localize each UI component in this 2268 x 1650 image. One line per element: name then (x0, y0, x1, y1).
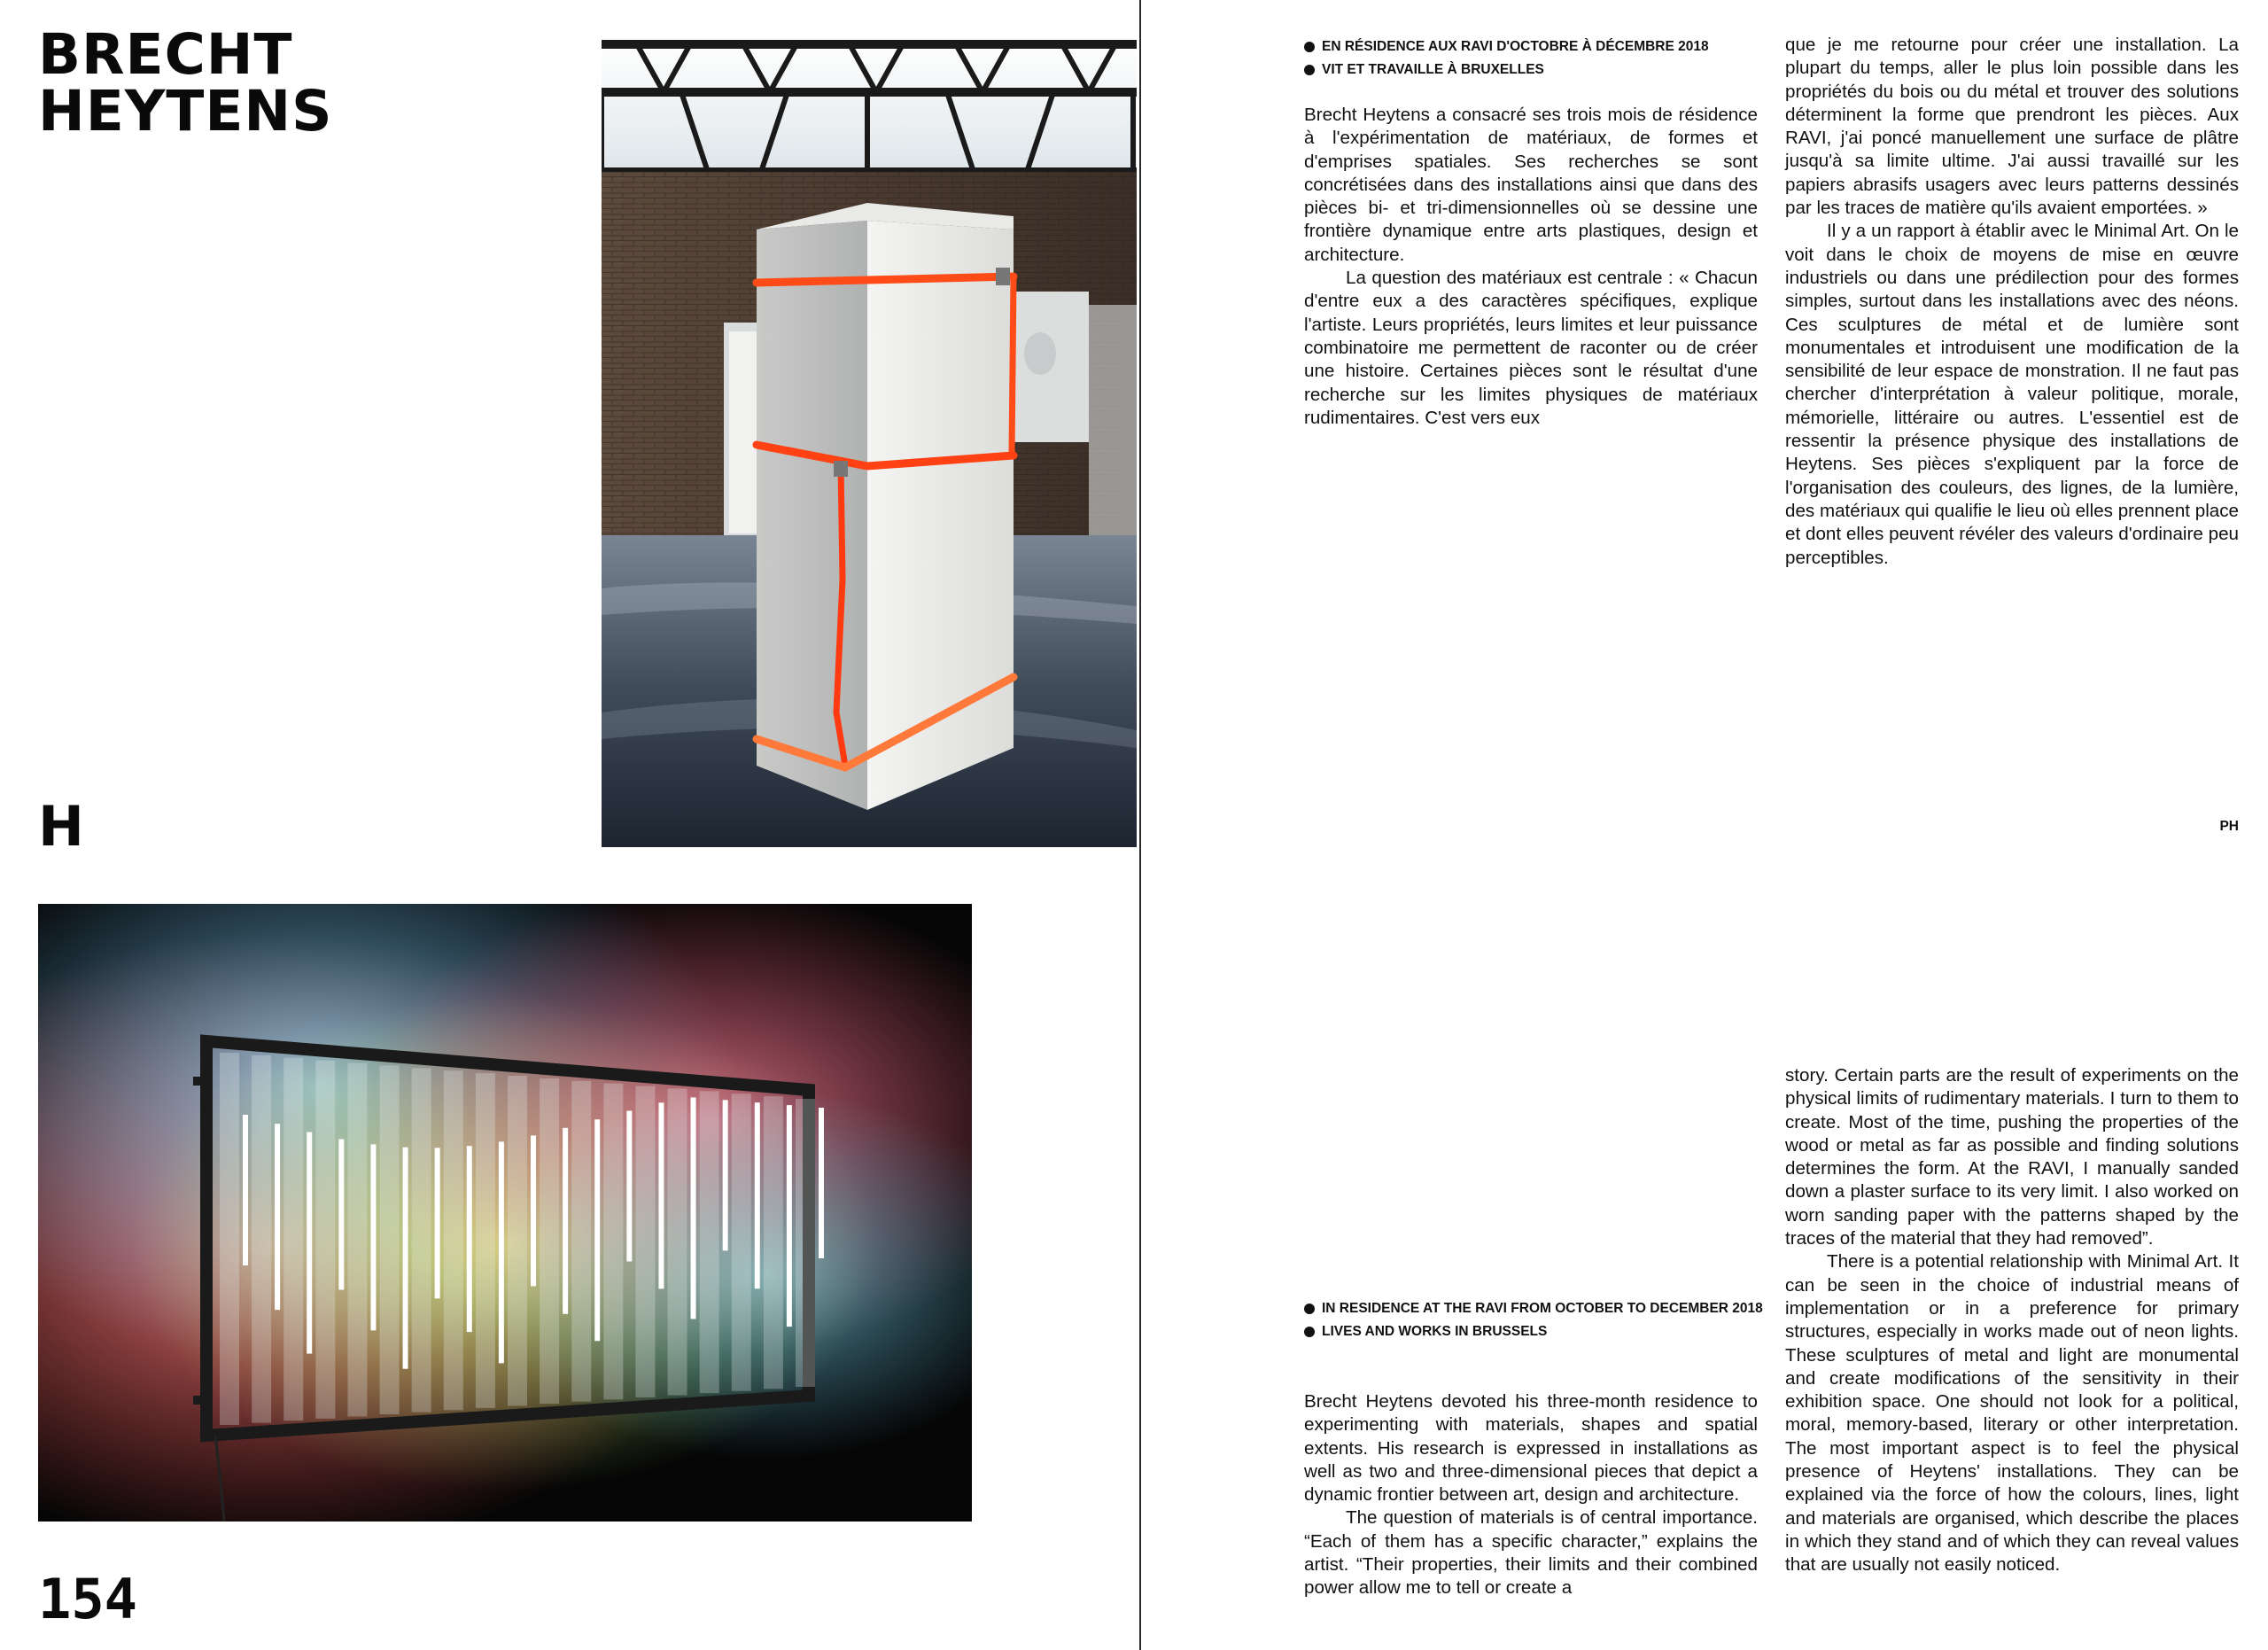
neon-slat (571, 1081, 591, 1402)
bullet-lives-en: LIVES AND WORKS IN BRUSSELS (1304, 1320, 1765, 1343)
neon-tube (755, 1102, 760, 1288)
text-english-col2 (1785, 1064, 2239, 1577)
artist-name-line2: HEYTENS (38, 79, 333, 144)
neon-tube (531, 1135, 536, 1286)
neon-tube (243, 1115, 248, 1265)
neon-slat (347, 1063, 367, 1417)
paragraph: Brecht Heytens devoted his three-month residence to experimenting with materials, shapes and spatial extents. His research is expressed in installations as well as two and three-dimensional pieces that depict a dynamic frontier between art, design and architecture. (1304, 1391, 1758, 1506)
paragraph: story. Certain parts are the result of experiments on the physical limits of rudimentary materials. I turn to them to create. Most of the time, pushing the properties of the wood or metal as far as possible and finding solutions determines the form. At the RAVI, I manually sanded down a plaster surface to its very limit. I also worked on worn sanding paper with the patterns shaped by the traces of the material that they had removed”. (1785, 1065, 2239, 1249)
neon-slat (635, 1086, 655, 1397)
neon-tube (370, 1144, 376, 1330)
neon-slat (668, 1088, 687, 1395)
neon-tube (275, 1124, 280, 1310)
neon-tube (467, 1146, 472, 1332)
text-french-col1 (1304, 104, 1758, 430)
text-french-col2 (1785, 34, 2239, 570)
bullet-lives-fr: VIT ET TRAVAILLE À BRUXELLES (1304, 58, 1765, 82)
neon-tube (563, 1128, 568, 1314)
neon-slat (732, 1094, 751, 1391)
page-spine (1139, 0, 1141, 1650)
neon-slat (540, 1078, 559, 1404)
neon-slat (508, 1076, 527, 1406)
neon-slat (603, 1084, 623, 1400)
neon-slat (315, 1061, 335, 1419)
bullets-english (1304, 1297, 1765, 1343)
neon-slat (220, 1053, 239, 1425)
paragraph: Brecht Heytens a consacré ses trois mois de résidence à l'expérimentation de matériaux, de formes et d'emprises spatiales. Ses recherches se sont concrétisées dans des installations ainsi que dans des pièces bi- et tri-dimensionnelles où se dessine une frontière dynamique entre arts plastiques, design et architecture. (1304, 105, 1758, 265)
neon-tube (723, 1100, 728, 1250)
photo-neon-installation (38, 904, 972, 1522)
neon-tube (787, 1105, 792, 1327)
bullet-residence-en: IN RESIDENCE AT THE RAVI FROM OCTOBER TO DECEMBER 2018 (1304, 1297, 1765, 1320)
neon-tube (307, 1132, 312, 1354)
neon-slat (444, 1070, 463, 1410)
neon-tube (658, 1102, 664, 1288)
neon-tube (691, 1097, 696, 1319)
neon-tube (819, 1108, 824, 1258)
paragraph: que je me retourne pour créer une installation. La plupart du temps, aller le plus loin possible dans les propriétés du bois ou du métal et trouver des solutions déterminent la forme que prendront les pièces. Aux RAVI, j'ai poncé manuellement une surface de plâtre jusqu'à sa limite ultime. J'ai aussi travaillé sur les papiers abrasifs usagers avec leurs patterns dessinés par les traces de matière qu'ils avaient emportées. » (1785, 35, 2239, 219)
neon-tube (338, 1140, 344, 1290)
neon-tube (626, 1111, 632, 1262)
neon-tube (499, 1141, 504, 1363)
paragraph: The question of materials is of central importance. “Each of them has a specific character,” explains the artist. “Their properties, their limits and their combined power allow me to tell or create a (1304, 1507, 1758, 1599)
bullet-residence-fr: EN RÉSIDENCE AUX RAVI D'OCTOBRE À DÉCEMBRE 2018 (1304, 35, 1765, 58)
letter-mark: H (38, 794, 84, 859)
neon-slat (380, 1065, 400, 1414)
paragraph: There is a potential relationship with Minimal Art. It can be seen in the choice of industrial means of implementation or in a preference for primary structures, especially in works made out of neon lights. These sculptures of metal and light are monumental and create modifications of the sensitivity in their exhibition space. One should not look for a political, moral, memory-based, literary or other interpretation. The most important aspect is to feel the physical presence of Heytens' installations. They can be explained via the force of how the colours, lines, light and materials are organised, which describe the places in which they stand and of which they can reveal values that are usually not easily noticed. (1785, 1251, 2239, 1576)
neon-slat (700, 1091, 719, 1393)
text-english-col1 (1304, 1390, 1758, 1600)
page-number: 154 (38, 1567, 137, 1631)
artist-name-line1: BRECHT (38, 22, 293, 87)
neon-slat (476, 1073, 495, 1408)
author-initials: PH (2219, 819, 2239, 834)
neon-slat (796, 1099, 815, 1387)
photo-column-sculpture (602, 39, 1137, 847)
bullets-french (1304, 35, 1765, 82)
paragraph: La question des matériaux est centrale : « Chacun d'entre eux a des caractères spécifiques, explique l'artiste. Leurs propriétés, leurs limites et leur puissance combinatoire me permettent de raconter ou de créer une histoire. Certaines pièces sont le résultat d'une recherche sur les limites physiques de matériaux rudimentaires. C'est vers eux (1304, 268, 1758, 428)
neon-slat (252, 1055, 271, 1423)
neon-tube (594, 1119, 600, 1341)
neon-tube (403, 1148, 408, 1369)
artist-name (38, 22, 570, 144)
neon-slat (412, 1068, 431, 1412)
neon-slat (764, 1096, 783, 1389)
neon-slat (284, 1058, 303, 1420)
neon-tube (435, 1148, 440, 1298)
paragraph: Il y a un rapport à établir avec le Minimal Art. On le voit dans le choix de moyens de mise en œuvre industriels ou dans une prédilection pour des formes simples, surtout dans les installations avec des néons. Ces sculptures de métal et de lumière sont monumentales et introduisent une modification de la sensibilité de leur espace de monstration. Il ne faut pas chercher d'interprétation à valeur politique, morale, mémorielle, littéraire ou autres. L'essentiel est de ressentir la présence physique des installations de Heytens. Ses pièces s'expliquent par la force de l'organisation des couleurs, des lignes, de la lumière, des matériaux qui qualifie le lieu où elles prennent place et dont elles peuvent révéler des valeurs d'ordinaire peu perceptibles. (1785, 221, 2239, 568)
